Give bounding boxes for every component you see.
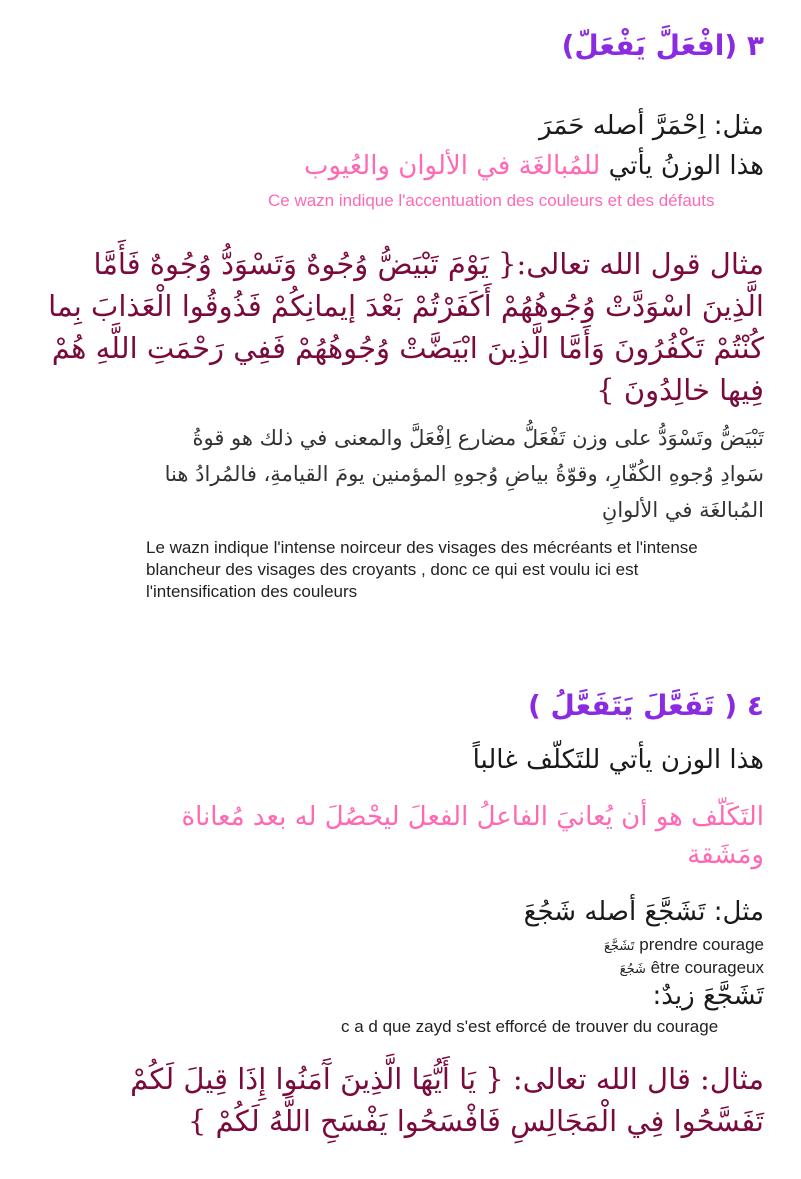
- verse-line: فِيها خالِدُونَ }: [596, 373, 764, 407]
- section-3-meaning-prefix: هذا الوزنُ يأتي: [600, 151, 764, 181]
- definition-line: التَكَلّف هو أن يُعانيَ الفاعلُ الفعلَ ليحْصُلَ له بعد مُعاناة: [181, 802, 764, 832]
- section-4-verse: [130, 1058, 764, 1142]
- section-3-meaning: [304, 148, 764, 184]
- section-3-explanation-french: [146, 537, 698, 603]
- verse-line: مثال: قال الله تعالى: { يَا أَيُّهَا الَّذِينَ آَمَنُوا إِذَا قِيلَ لَكُمْ: [130, 1062, 764, 1096]
- definition-line: ومَشَقة: [687, 840, 764, 870]
- gloss-french: prendre courage: [639, 935, 764, 954]
- verse-line: كُنْتُمْ تَكْفُرُونَ وَأَمَّا الَّذِينَ ابْيَضَّتْ وُجُوهُهُمْ فَفِي رَحْمَتِ اللَّهِ هُمْ: [51, 331, 764, 365]
- explanation-line: المُبالغَة في الألوانِ: [601, 498, 764, 522]
- section-3-meaning-french: Ce wazn indique l'accentuation des couleurs et des défauts: [268, 191, 715, 210]
- section-3-heading: ٣ (افْعَلَّ يَفْعَلّ): [561, 29, 764, 62]
- french-line: Le wazn indique l'intense noirceur des visages des mécréants et l'intense: [146, 538, 698, 557]
- section-3-meaning-highlight: للمُبالغَة في الألوان والعُيوب: [303, 151, 601, 181]
- french-line: l'intensification des couleurs: [146, 582, 358, 601]
- explanation-line: سَوادِ وُجوهِ الكُفّارِ، وقوّةُ بياضِ وُجوهِ المؤمنين يومَ القيامةِ، فالمُرادُ هنا: [164, 462, 764, 486]
- verse-line: مثال قول الله تعالى:{ يَوْمَ تَبْيَضُّ وُجُوهٌ وَتَسْوَدُّ وُجُوهٌ فَأَمَّا: [93, 247, 764, 281]
- section-4-heading: ٤ ( تَفَعَّلَ يَتَفَعَّلُ ): [527, 689, 764, 722]
- explanation-line: تَبْيَضُّ وتَسْوَدُّ على وزن تَفْعَلُّ مضارع اِفْعَلَّ والمعنى في ذلك هو قوةُ: [192, 426, 764, 450]
- french-line: blancheur des visages des croyants , donc ce qui est voulu ici est: [146, 560, 639, 579]
- gloss-arabic: تَشَجَّعَ: [603, 939, 635, 954]
- section-4-definition: [181, 798, 764, 874]
- section-4-meaning: هذا الوزن يأتي للتَكلّف غالباً: [472, 745, 764, 775]
- section-4-sentence: تَشَجَّعَ زيدٌ:: [652, 981, 764, 1011]
- section-4-gloss-1: [604, 934, 764, 958]
- section-3-explanation: [165, 420, 764, 528]
- section-4-sentence-french: c a d que zayd s'est efforcé de trouver du courage: [341, 1017, 719, 1036]
- verse-line: تَفَسَّحُوا فِي الْمَجَالِسِ فَافْسَحُوا يَفْسَحِ اللَّهُ لَكُمْ }: [187, 1104, 764, 1138]
- section-3-verse: [48, 243, 764, 411]
- verse-line: الَّذِينَ اسْوَدَّتْ وُجُوهُهُمْ أَكَفَرْتُمْ بَعْدَ إيمانِكُمْ فَذُوقُوا الْعَذابَ بِما: [48, 289, 764, 323]
- gloss-arabic: شَجُعَ: [619, 962, 646, 977]
- gloss-french: être courageux: [650, 958, 764, 977]
- section-4-example: مثل: تَشَجَّعَ أصله شَجُعَ: [523, 897, 764, 927]
- section-3-example: مثل: اِحْمَرَّ أصله حَمَرَ: [539, 111, 764, 141]
